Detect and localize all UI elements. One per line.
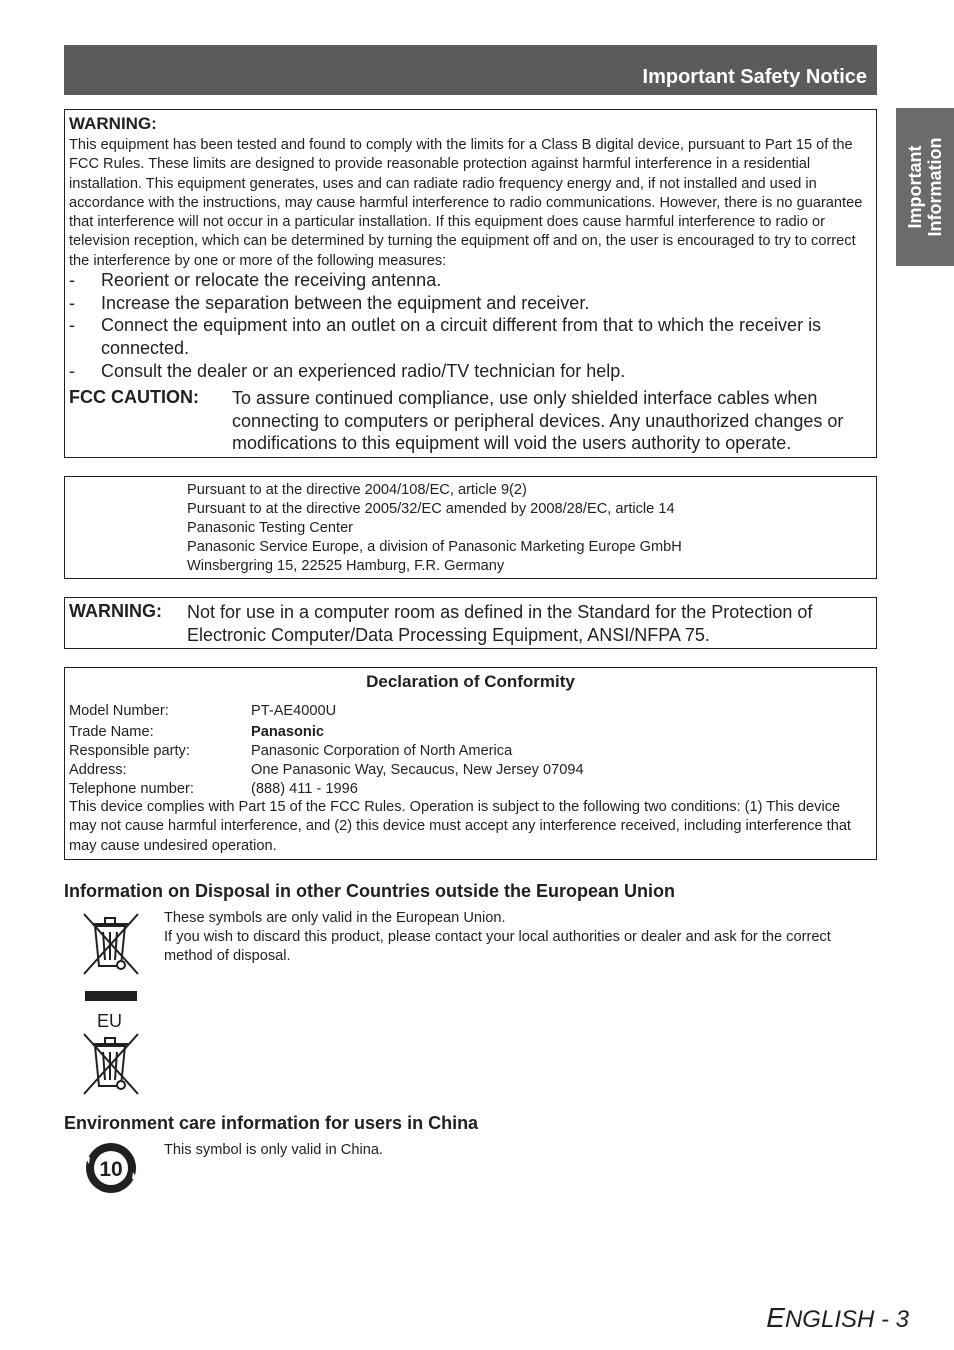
china-symbol-number: 10 (99, 1158, 123, 1181)
directive-line: Panasonic Service Europe, a division of Panasonic Marketing Europe GmbH (187, 539, 682, 555)
trade-name-value: Panasonic (251, 724, 324, 740)
telephone-value: (888) 411 - 1996 (251, 781, 358, 797)
declaration-paragraph: This device complies with Part 15 of the FCC Rules. Operation is subject to the following two conditions: (1) This device may not cause harmful interference, and (2) this device must accept any interference received, including interference that may cause undesired operation. (69, 799, 851, 854)
directive-line: Winsbergring 15, 22525 Hamburg, F.R. Germany (187, 558, 505, 574)
declaration-label: Address: (69, 762, 127, 778)
bullet-dash: - (69, 315, 75, 335)
computer-room-warning-label: WARNING: (69, 601, 162, 621)
directive-line: Pursuant to at the directive 2005/32/EC amended by 2008/28/EC, article 14 (187, 501, 675, 517)
bullet-dash: - (69, 270, 75, 290)
eu-label: EU (97, 1011, 123, 1031)
declaration-label: Trade Name: (69, 724, 154, 740)
responsible-party-value: Panasonic Corporation of North America (251, 743, 513, 759)
bullet-dash: - (69, 361, 75, 381)
eu-bar-mark (85, 991, 137, 1001)
fcc-measure-text: Consult the dealer or an experienced radio/TV technician for help. (101, 361, 626, 381)
declaration-label: Telephone number: (69, 781, 194, 797)
china-text: This symbol is only valid in China. (164, 1142, 383, 1158)
disposal-heading: Information on Disposal in other Countries outside the European Union (64, 881, 676, 901)
declaration-title: Declaration of Conformity (366, 672, 575, 691)
directive-line: Panasonic Testing Center (187, 520, 354, 536)
directive-line: Pursuant to at the directive 2004/108/EC, article 9(2) (187, 482, 527, 498)
fcc-warning-box (64, 109, 877, 458)
footer-prefix: E (766, 1302, 785, 1333)
china-heading: Environment care information for users in China (64, 1113, 479, 1133)
crossed-bin-icon (81, 910, 141, 978)
footer-rest: NGLISH - 3 (784, 1306, 909, 1333)
declaration-label: Model Number: (69, 703, 169, 719)
crossed-bin-eu-icon (81, 1030, 141, 1098)
china-10-year-icon (82, 1139, 140, 1197)
model-number-value: PT-AE4000U (251, 703, 337, 719)
disposal-line-1: These symbols are only valid in the European Union. (164, 910, 506, 926)
side-tab (896, 108, 954, 266)
section-title: Important Safety Notice (642, 66, 867, 88)
computer-room-warning-text: Not for use in a computer room as defined in the Standard for the Protection of Electronic Computer/Data Processing Equipment, ANSI/NFPA 75. (187, 602, 813, 645)
side-tab-line-1: Important (905, 145, 925, 229)
fcc-caution-text: To assure continued compliance, use only shielded interface cables when connecting to computers or peripheral devices. Any unauthorized changes or modifications to this equipment will void the users authority to operate. (232, 388, 844, 453)
bullet-dash: - (69, 293, 75, 313)
fcc-warning-paragraph: This equipment has been tested and found to comply with the limits for a Class B digital device, pursuant to Part 15 of the FCC Rules. These limits are designed to provide reasonable protection against harmful interference in a residential installation. This equipment generates, uses and can radiate radio frequency energy and, if not installed and used in accordance with the instructions, may cause harmful interference to radio communications. However, there is no guarantee that interference will not occur in a particular installation. If this equipment does cause harmful interference to radio or television reception, which can be determined by turning the equipment off and on, the user is encouraged to try to correct the interference by one or more of the following measures: (69, 137, 863, 269)
disposal-line-2: If you wish to discard this product, please contact your local authorities or dealer and ask for the correct method of disposal. (164, 929, 831, 965)
address-value: One Panasonic Way, Secaucus, New Jersey 07094 (251, 762, 584, 778)
fcc-caution-label: FCC CAUTION: (69, 387, 199, 407)
side-tab-label (905, 138, 945, 237)
declaration-label: Responsible party: (69, 743, 190, 759)
fcc-measure-text: Reorient or relocate the receiving antenna. (101, 270, 442, 290)
page-footer (766, 1302, 909, 1334)
declaration-box (64, 667, 877, 860)
fcc-measure-text: Connect the equipment into an outlet on a circuit different from that to which the receiver is connected. (101, 315, 822, 358)
computer-room-warning-box (64, 597, 877, 649)
side-tab-line-2: Information (925, 137, 945, 237)
fcc-measure-text: Increase the separation between the equipment and receiver. (101, 293, 590, 313)
section-header-bar (64, 45, 877, 95)
directive-box (64, 476, 877, 579)
fcc-warning-title: WARNING: (69, 114, 157, 133)
